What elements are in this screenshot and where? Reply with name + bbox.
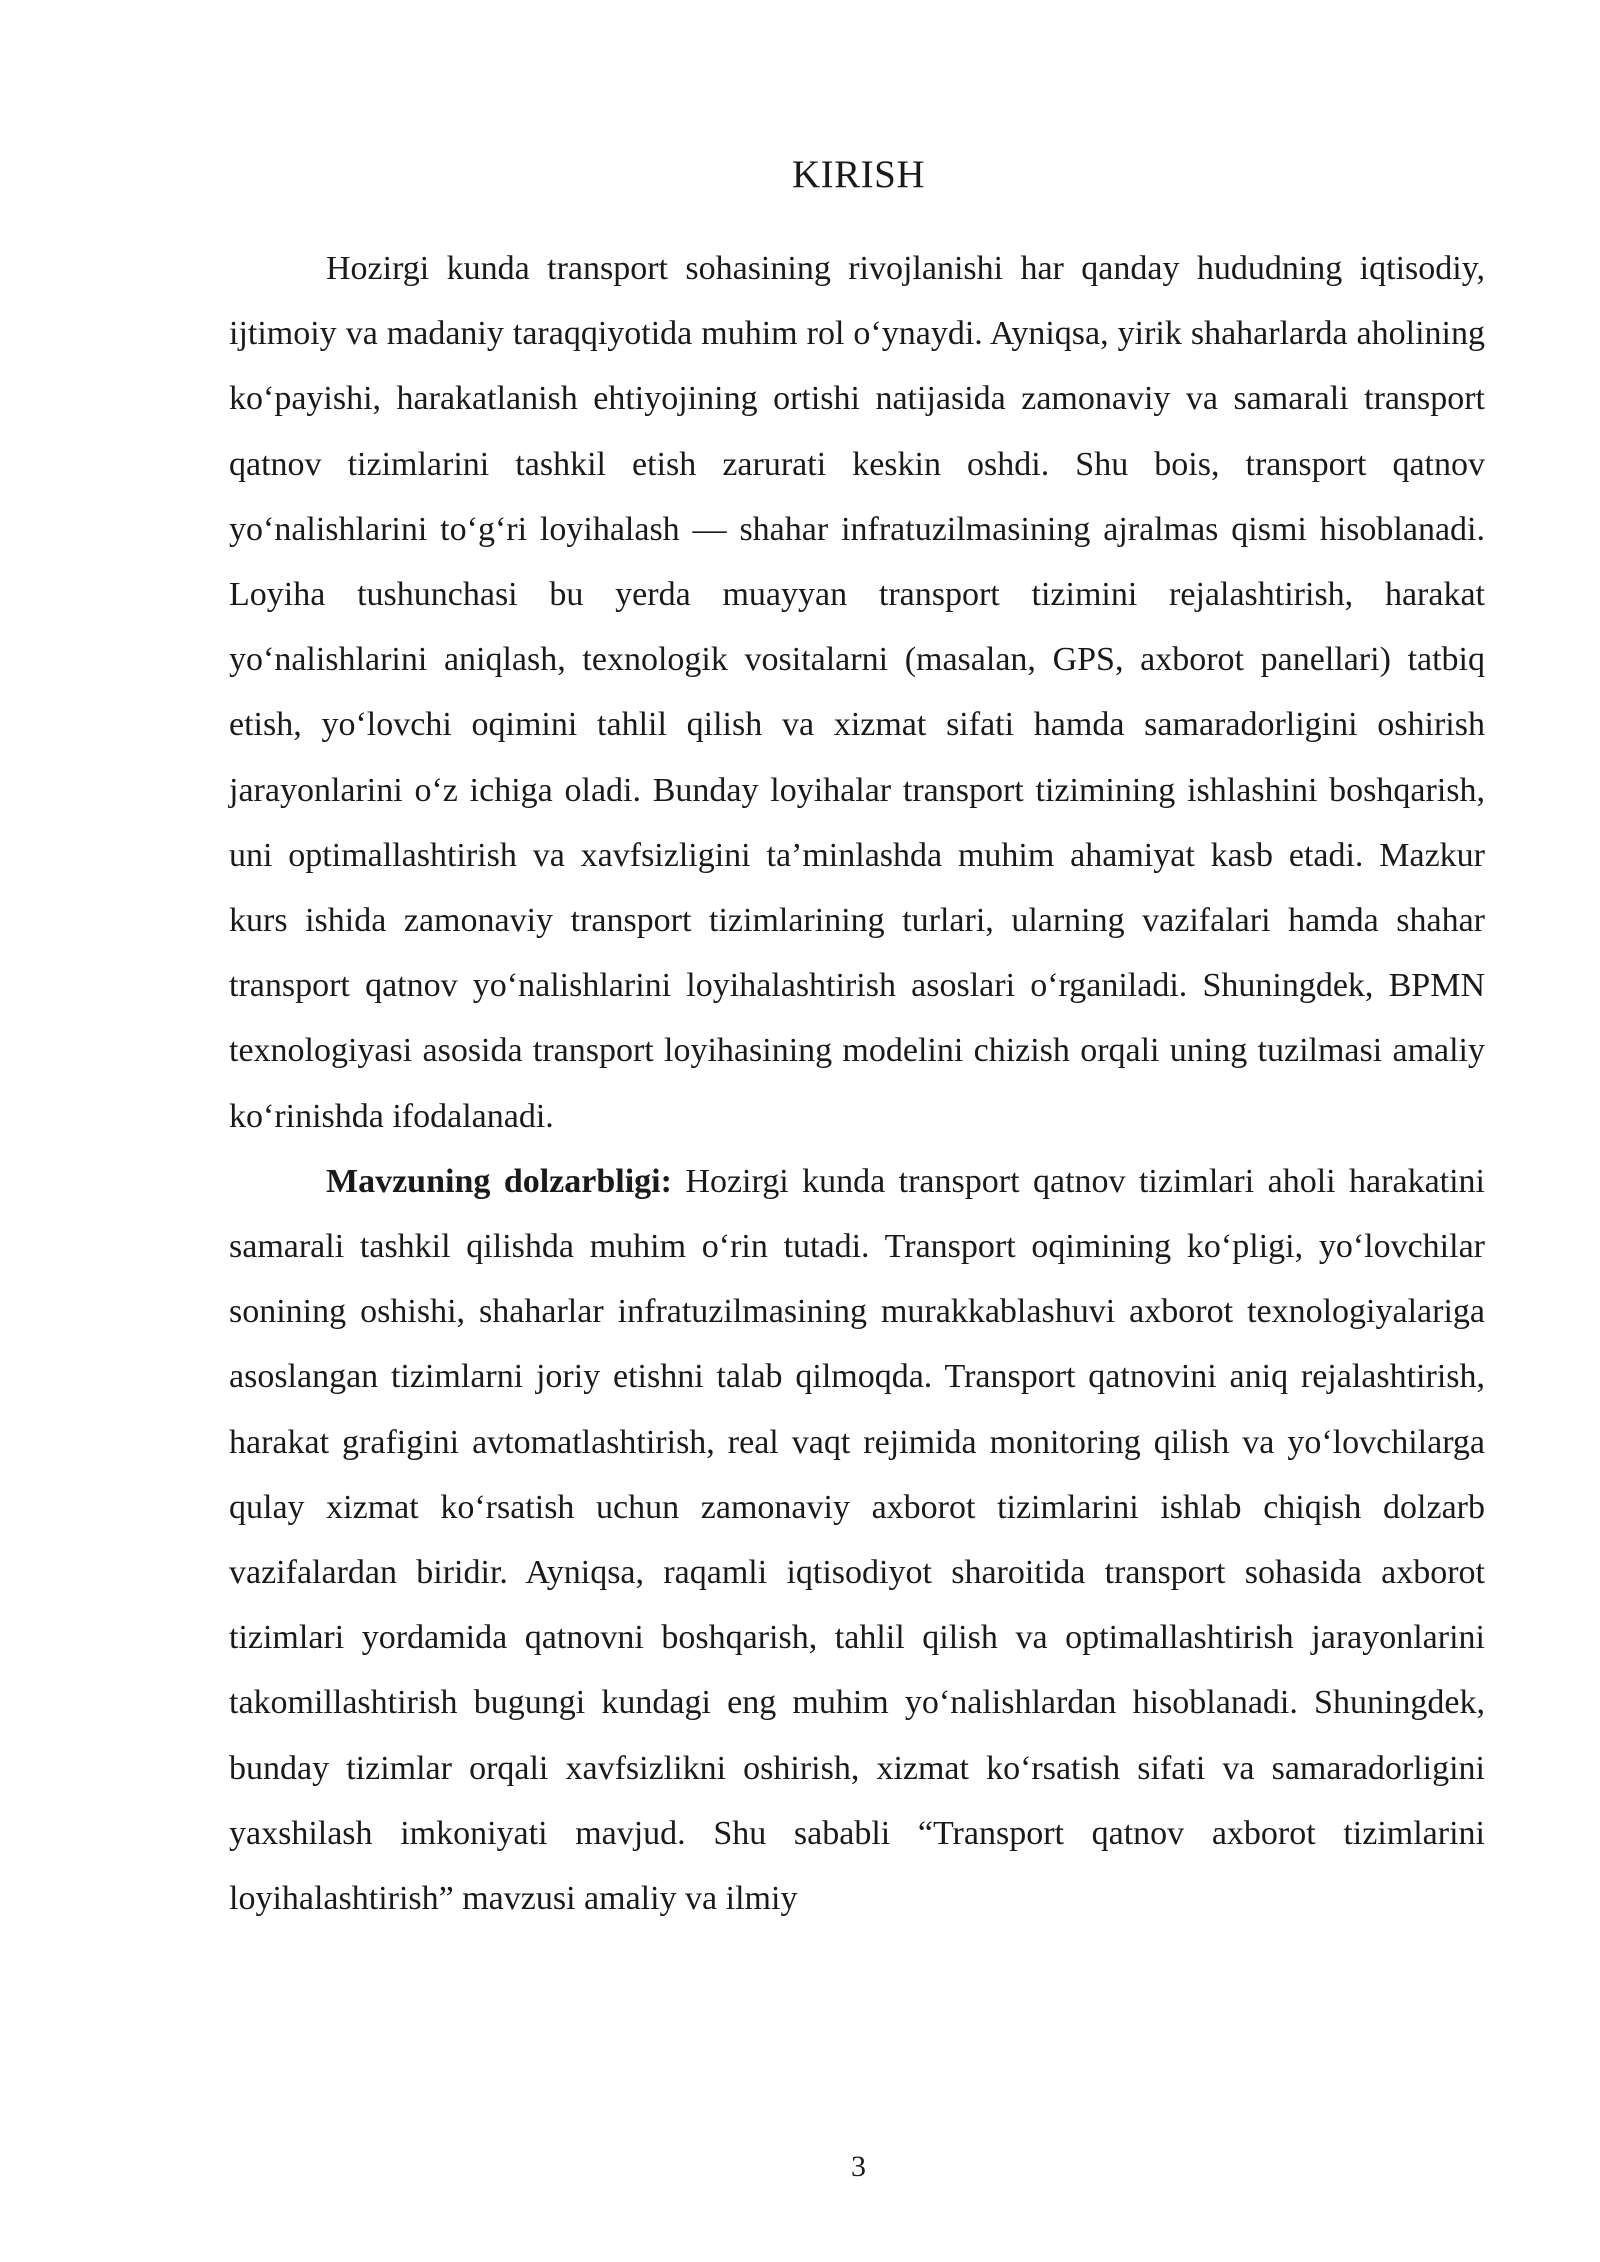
relevance-paragraph — [229, 1149, 1485, 1931]
relevance-heading: Mavzuning dolzarbligi: — [326, 1162, 672, 1200]
body-text — [229, 236, 1485, 1931]
intro-paragraph — [229, 236, 1485, 1149]
page-title: KIRISH — [791, 153, 925, 196]
intro-paragraph-text: Hozirgi kunda transport sohasining rivojlanishi har qanday hududning iqtisodiy, ijtimoiy va madaniy taraqqiyotida muhim rol o‘ynaydi. Ayniqsa, yirik shaharlarda aholining ko‘payishi, harakatlanish ehtiyojining ortishi natijasida zamonaviy va samarali transport qatnov tizimlarini tashkil etish zarurati keskin oshdi. Shu bois, transport qatnov yo‘nalishlarini to‘g‘ri loyihalash — shahar infratuzilmasining ajralmas qismi hisoblanadi. Loyiha tushunchasi bu yerda muayyan transport tizimini rejalashtirish, harakat yo‘nalishlarini aniqlash, texnologik vositalarni (masalan, GPS, axborot panellari) tatbiq etish, yo‘lovchi oqimini tahlil qilish va xizmat sifati hamda samaradorligini oshirish jarayonlarini o‘z ichiga oladi. Bunday loyihalar transport tizimining ishlashini boshqarish, uni optimallashtirish va xavfsizligini ta’minlashda muhim ahamiyat kasb etadi. Mazkur kurs ishida zamonaviy transport tizimlarining turlari, ularning vazifalari hamda shahar transport qatnov yo‘nalishlarini loyihalashtirish asoslari o‘rganiladi. Shuningdek, BPMN texnologiyasi asosida transport loyihasining modelini chizish orqali uning tuzilmasi amaliy ko‘rinishda ifodalanadi. — [229, 250, 1485, 1135]
page-number: 3 — [851, 2150, 866, 2183]
relevance-paragraph-text: Hozirgi kunda transport qatnov tizimlari aholi harakatini samarali tashkil qilishda muhim o‘rin tutadi. Transport oqimining ko‘pligi, yo‘lovchilar sonining oshishi, shaharlar infratuzilmasining murakkablashuvi axborot texnologiyalariga asoslangan tizimlarni joriy etishni talab qilmoqda. Transport qatnovini aniq rejalashtirish, harakat grafigini avtomatlashtirish, real vaqt rejimida monitoring qilish va yo‘lovchilarga qulay xizmat ko‘rsatish uchun zamonaviy axborot tizimlarini ishlab chiqish dolzarb vazifalardan biridir. Ayniqsa, raqamli iqtisodiyot sharoitida transport sohasida axborot tizimlari yordamida qatnovni boshqarish, tahlil qilish va optimallashtirish jarayonlarini takomillashtirish bugungi kundagi eng muhim yo‘nalishlardan hisoblanadi. Shuningdek, bunday tizimlar orqali xavfsizlikni oshirish, xizmat ko‘rsatish sifati va samaradorligini yaxshilash imkoniyati mavjud. Shu sababli “Transport qatnov axborot tizimlarini loyihalashtirish” mavzusi amaliy va ilmiy — [229, 1162, 1485, 1918]
